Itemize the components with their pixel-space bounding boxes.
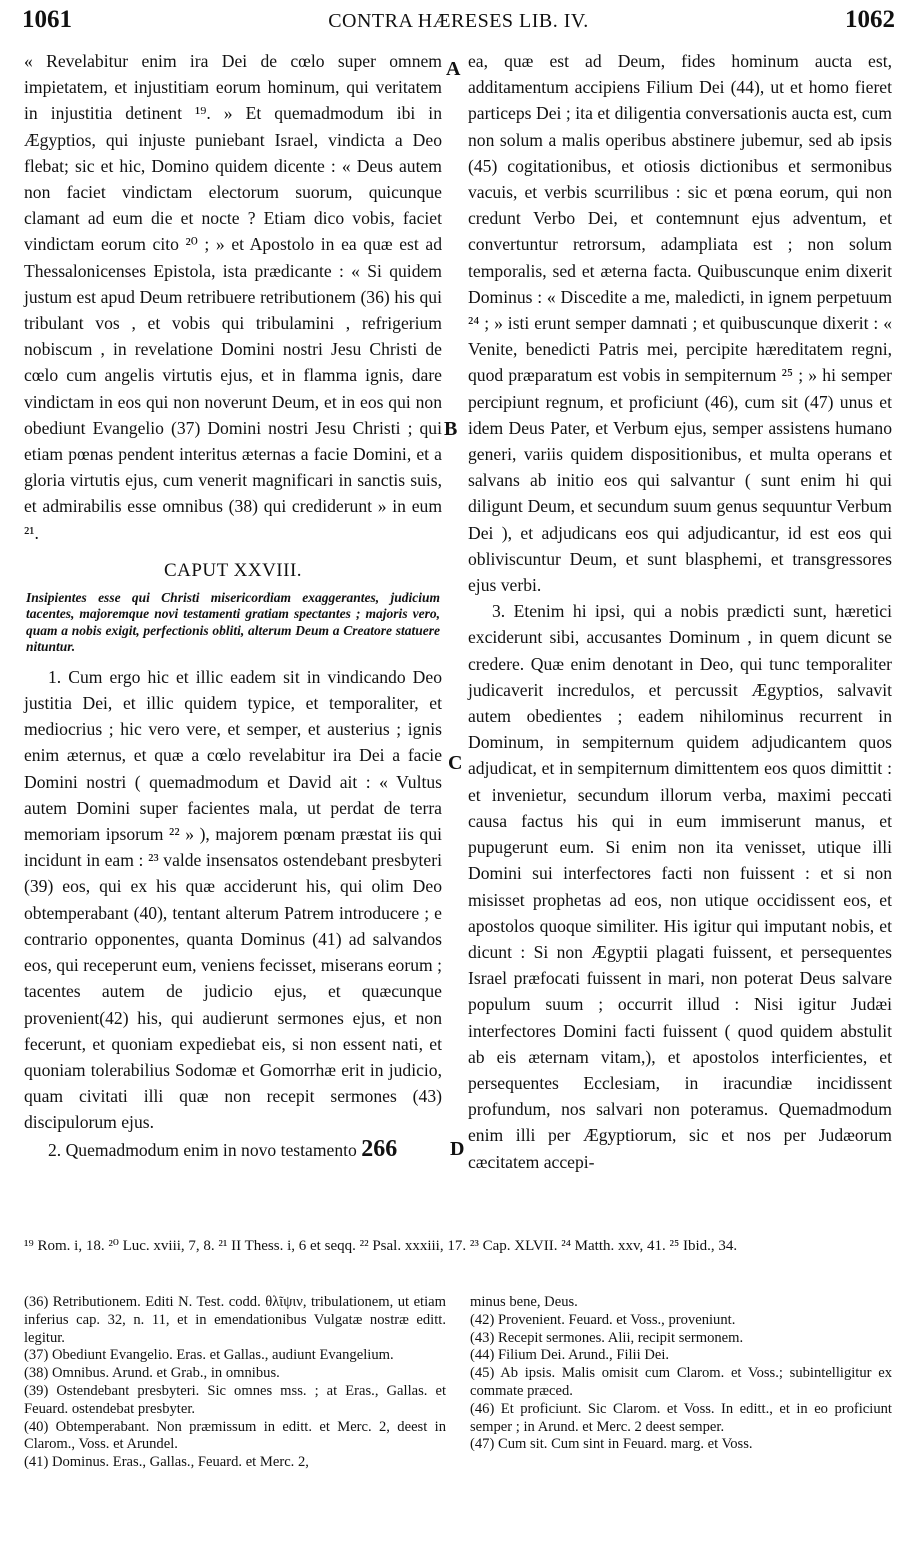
left-column: [24, 48, 442, 1163]
left-paragraph-3: [24, 1136, 442, 1163]
running-title: CONTRA HÆRESES LIB. IV.: [328, 10, 589, 32]
margin-letter-d: D: [450, 1138, 465, 1160]
critical-note: (42) Provenient. Feuard. et Voss., proveniunt.: [470, 1311, 736, 1328]
critical-note: (44) Filium Dei. Arund., Filii Dei.: [470, 1347, 670, 1364]
left-paragraph-1: « Revelabitur enim ira Dei de cœlo super omnem impietatem, et injustitiam eorum hominum, qui veritatem in injustitia detinent ¹⁹. » Et quemadmodum ibi in Ægyptios, qui injuste puniebant Israel, vindicta a Deo flebat; sic et hic, Domino quidem dicente : « Deus autem non faciet vindictam electorum suorum, quicunque clamant ad eum die et nocte ? Etiam dico vobis, faciet vindictam eorum cito ²⁰ ; » et Apostolo in ea quæ est ad Thessalonicenses Epistola, ista prædicante : « Si quidem justum est apud Deum retribuere retributionem (36) his qui tribulant vos , et vobis qui tribulamini , refrigerium nobiscum , in revelatione Domini nostri Jesu Christi de cœlo cum angelis virtutis ejus, et in flamma ignis, dare vindictam in eos qui non noverunt Deum, et in eos qui non obediunt Evangelio (37) Domini nostri Jesu Christi ; qui etiam pœnas pendent interitus æternas a facie Domini, et a gloria virtutis ejus, cum venerit magnificari in sanctis suis, et admirabilis esse omnibus (38) qui crediderunt » in eum ²¹.: [24, 51, 442, 543]
scripture-notes: [24, 1236, 891, 1256]
critical-notes-right: [470, 1294, 892, 1454]
critical-note: (43) Recepit sermones. Alii, recipit sermonem.: [470, 1329, 744, 1346]
running-header: [22, 6, 895, 40]
chapter-summary: Insipientes esse qui Christi misericordiam exaggerantes, judicium tacentes, majoremque novi testamenti gratiam spectantes ; majoris vero, quam a nobis exigit, perfectionis obliti, alterum Deum a Creatore statuere nituntur.: [26, 589, 440, 655]
left-paragraph-3-text: 2. Quemadmodum enim in novo testamento: [48, 1139, 357, 1160]
left-paragraph-2: 1. Cum ergo hic et illic eadem sit in vindicando Deo justitia Dei, et illic quidem typice, et temporaliter, et mediocrius ; hic vero vere, et semper, et austerius ; ignis enim æternus, et quæ a cœlo revelabitur ira Dei a facie Domini nostri ( quemadmodum et David ait : « Vultus autem Domini super facientes mala, ut perdat de terra memoriam ipsorum ²² » ), majorem pœnam præstat iis qui incidunt in eam : ²³ valde insensatos ostendebant presbyteri (39) eos, qui ex his quæ acciderunt his, qui olim Deo obtemperabant (40), tentant alterum Patrem introducere ; e contrario opponentes, quanta Dominus (41) ad salvandos eos, qui receperunt eum, veniens fecisset, miserans eorum ; tacentes autem de judicio ejus, et quæcunque provenient(42) his, qui audierunt sermones ejus, et non fecerunt, et quoniam expediebat eis, si non essent nati, et quoniam tolerabilius Sodomæ et Gomorrhæ erit in judicio, quam civitati illi quæ non recepit sermones (43) discipulorum ejus.: [24, 666, 442, 1133]
right-paragraph-2: 3. Etenim hi ipsi, qui a nobis prædicti sunt, hæretici exciderunt sibi, accusantes Dominum , in quem dicunt se credere. Quæ enim denotant in Deo, qui tunc temporaliter judicaverit incredulos, et percussit Ægyptios, salvavit autem obedientes ; eadem nihilominus recurrent in Dominum, in sempiternum quidem adjudicantem quos adjudicat, et in sempiternum dimittentem eos quos dimittit : et invenietur, secundum illorum verba, maximi peccati causa factus his qui in eum immiserunt manus, et pupugerunt eum. Si enim non ita venisset, utique illi Domini sui interfectores facti non fuissent : et si non misisset prophetas ad eos, non utique occidissent eos, et apostolos quoque similiter. His igitur qui imputant nobis, et dicunt : Si non Ægyptii plagati fuissent, et persequentes Israel præfocati fuissent in mari, non poterat Deus salvare populum suum ; occurrit illud : Nisi igitur Judæi interfectores Domini facti fuissent ( quod quidem abstulit ab eis æternam vitam,), et apostolos interficientes, et persequentes Ecclesiam, in iracundiæ incidissent profundum, nos salvari non poteramus. Quemadmodum enim illi per Ægyptiorum, sic et nos per Judæorum cæcitatem accepi-: [468, 601, 892, 1172]
signature-number: 266: [361, 1135, 398, 1162]
right-paragraph-1: ea, quæ est ad Deum, fides hominum aucta est, additamentum accipiens Filium Dei (44), ut et homo fieret particeps Dei ; ita et diligentia conversationis aucta est, cum non solum a malis operibus abstinere jubemur, sed ab ipsis (45) cogitationibus, et otiosis dictionibus et sermonibus vacuis, et verbis scurrilibus : sic et pœna eorum, qui non credunt Verbo Dei, et contemnunt ejus adventum, et convertuntur retrorsum, adampliata est ; non solum temporalis, sed et æterna facta. Quibuscunque enim dixerit Dominus : « Discedite a me, maledicti, in ignem perpetuum ²⁴ ; » isti erunt semper damnati ; et quibuscunque dixerit : « Venite, benedicti Patris mei, percipite hæreditatem regni, quod præparatum est vobis in sempiternum ²⁵ ; » hi semper percipiunt regnum, et proficiunt (46), cum sit (47) unus et idem Deus Pater, et Verbum ejus, semper assistens humano generi, variis quidem dispositionibus, et multa operans et salvans ab initio eos qui salvantur ( sunt enim hi qui diligunt Deum, et secundum suum genus sequuntur Verbum Dei ), et adjudicans eos qui adjudicantur, id est eos qui obliviscuntur Deum, et sunt blasphemi, et transgressores ejus verbi.: [468, 51, 892, 596]
critical-note: (40) Obtemperabant. Non præmissum in editt. et Merc. 2, deest in Clarom., Voss. et Arundel.: [24, 1418, 446, 1453]
critical-note: (39) Ostendebant presbyteri. Sic omnes mss. ; at Eras., Gallas. et Feuard. ostendebat presbyter.: [24, 1382, 446, 1417]
critical-note: minus bene, Deus.: [470, 1294, 578, 1310]
margin-letter-b: B: [444, 418, 458, 440]
left-page-number: 1061: [22, 6, 72, 33]
critical-note: (38) Omnibus. Arund. et Grab., in omnibus.: [24, 1365, 280, 1382]
margin-letter-a: A: [446, 58, 461, 80]
critical-notes-left: [24, 1294, 446, 1472]
critical-note: (41) Dominus. Eras., Gallas., Feuard. et Merc. 2,: [24, 1454, 309, 1471]
chapter-title: CAPUT XXVIII.: [163, 559, 303, 581]
critical-note: (36) Retributionem. Editi N. Test. codd. θλῖψιν, tribulationem, ut etiam inferius cap. 32, n. 11, et in emendationibus Vulgatæ nostræ editt. legitur.: [24, 1294, 446, 1346]
critical-note: (45) Ab ipsis. Malis omisit cum Clarom. et Voss.; subintelligitur ex commate præced.: [470, 1365, 892, 1399]
scripture-notes-text: ¹⁹ Rom. i, 18. ²⁰ Luc. xviii, 7, 8. ²¹ II Thess. i, 6 et seqq. ²² Psal. xxxiii, 17. ²³ Cap. XLVII. ²⁴ Matth. xxv, 41. ²⁵ Ibid., 34.: [24, 1238, 738, 1254]
margin-letter-c: C: [448, 752, 463, 774]
right-page-number: 1062: [845, 6, 895, 33]
critical-note: (47) Cum sit. Cum sint in Feuard. marg. et Voss.: [470, 1436, 753, 1453]
critical-note: (37) Obediunt Evangelio. Eras. et Gallas., audiunt Evangelium.: [24, 1347, 394, 1364]
critical-note: (46) Et proficiunt. Sic Clarom. et Voss. In editt., et in eo proficiunt semper ; in Arund. et Merc. 2 deest semper.: [470, 1400, 892, 1435]
right-column: [468, 48, 892, 1175]
